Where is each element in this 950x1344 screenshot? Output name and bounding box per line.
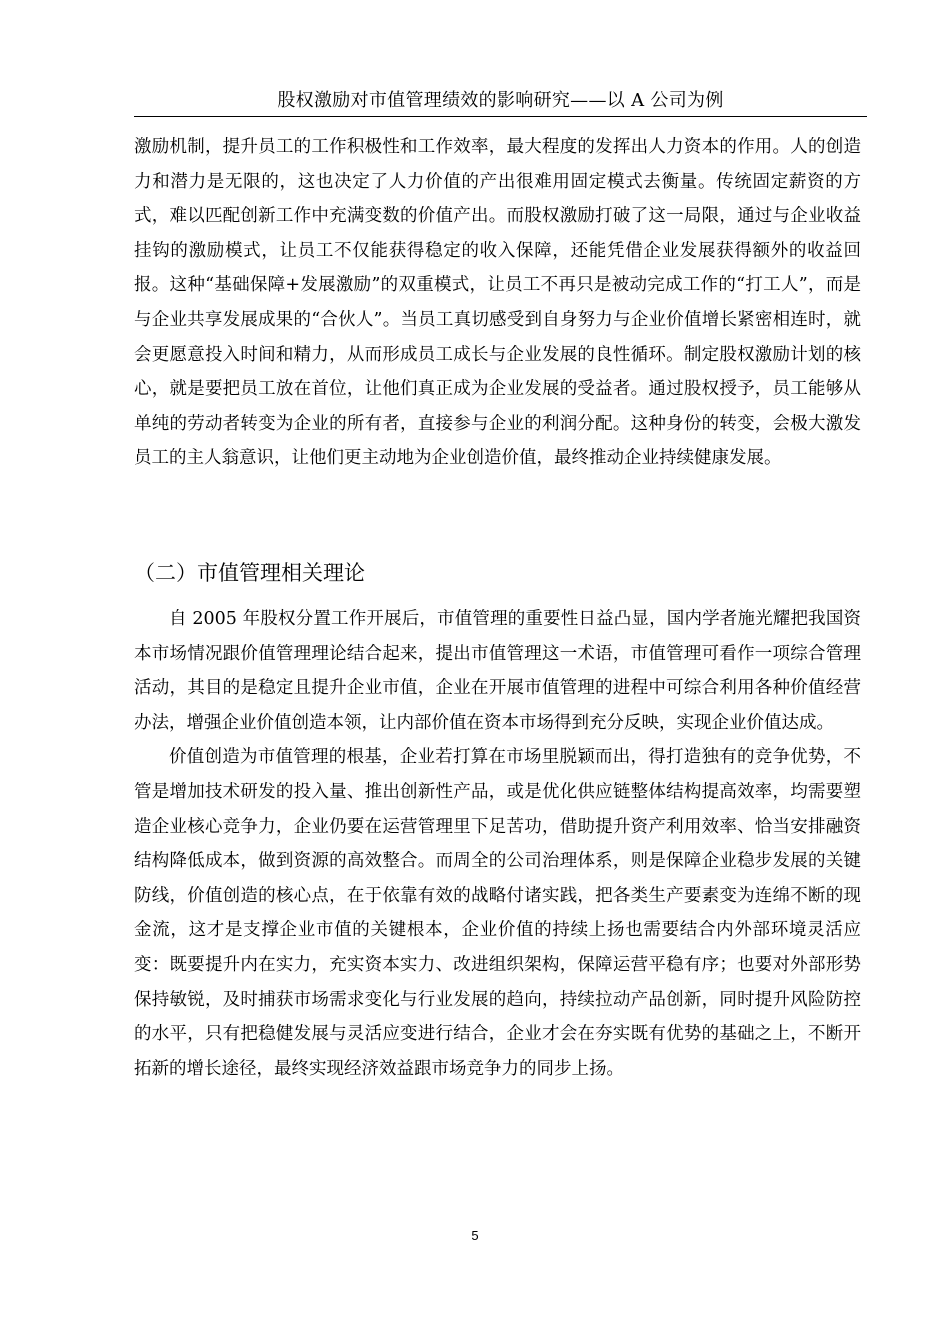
running-header: 股权激励对市值管理绩效的影响研究——以 A 公司为例 <box>277 90 724 111</box>
header-rule <box>134 116 867 117</box>
paragraph: 价值创造为市值管理的根基，企业若打算在市场里脱颖而出，得打造独有的竞争优势，不管是增加技术研发的投入量、推出创新性产品，或是优化供应链整体结构提高效率，均需要塑造企业核心竞争力，企业仍要在运营管理里下足苦功，借助提升资产利用效率、恰当安排融资结构降低成本，做到资源的高效整合。而周全的公司治理体系，则是保障企业稳步发展的关键防线，价值创造的核心点，在于依靠有效的战略付诸实践，把各类生产要素变为连绵不断的现金流，这才是支撑企业市值的关键根本，企业价值的持续上扬也需要结合内外部环境灵活应变：既要提升内在实力，充实资本实力、改进组织架构，保障运营平稳有序；也要对外部形势保持敏锐，及时捕获市场需求变化与行业发展的趋向，持续拉动产品创新，同时提升风险防控的水平，只有把稳健发展与灵活应变进行结合，企业才会在夯实既有优势的基础之上，不断开拓新的增长途径，最终实现经济效益跟市场竞争力的同步上扬。 <box>134 747 861 1079</box>
body-text-section <box>134 602 861 1086</box>
paragraph: 激励机制，提升员工的工作积极性和工作效率，最大程度的发挥出人力资本的作用。人的创造力和潜力是无限的，这也决定了人力价值的产出很难用固定模式去衡量。传统固定薪资的方式，难以匹配创新工作中充满变数的价值产出。而股权激励打破了这一局限，通过与企业收益挂钩的激励模式，让员工不仅能获得稳定的收入保障，还能凭借企业发展获得额外的收益回报。这种“基础保障+发展激励”的双重模式，让员工不再只是被动完成工作的“打工人”，而是与企业共享发展成果的“合伙人”。当员工真切感受到自身努力与企业价值增长紧密相连时，就会更愿意投入时间和精力，从而形成员工成长与企业发展的良性循环。制定股权激励计划的核心，就是要把员工放在首位，让他们真正成为企业发展的受益者。通过股权授予，员工能够从单纯的劳动者转变为企业的所有者，直接参与企业的利润分配。这种身份的转变，会极大激发员工的主人翁意识，让他们更主动地为企业创造价值，最终推动企业持续健康发展。 <box>134 137 861 469</box>
section-heading: （二）市值管理相关理论 <box>134 561 365 585</box>
paragraph: 自 2005 年股权分置工作开展后，市值管理的重要性日益凸显，国内学者施光耀把我国资本市场情况跟价值管理理论结合起来，提出市值管理这一术语，市值管理可看作一项综合管理活动，其目的是稳定且提升企业市值，企业在开展市值管理的进程中可综合利用各种价值经营办法，增强企业价值创造本领，让内部价值在资本市场得到充分反映，实现企业价值达成。 <box>134 609 861 733</box>
body-text-top <box>134 130 861 476</box>
page-number: 5 <box>471 1228 479 1243</box>
